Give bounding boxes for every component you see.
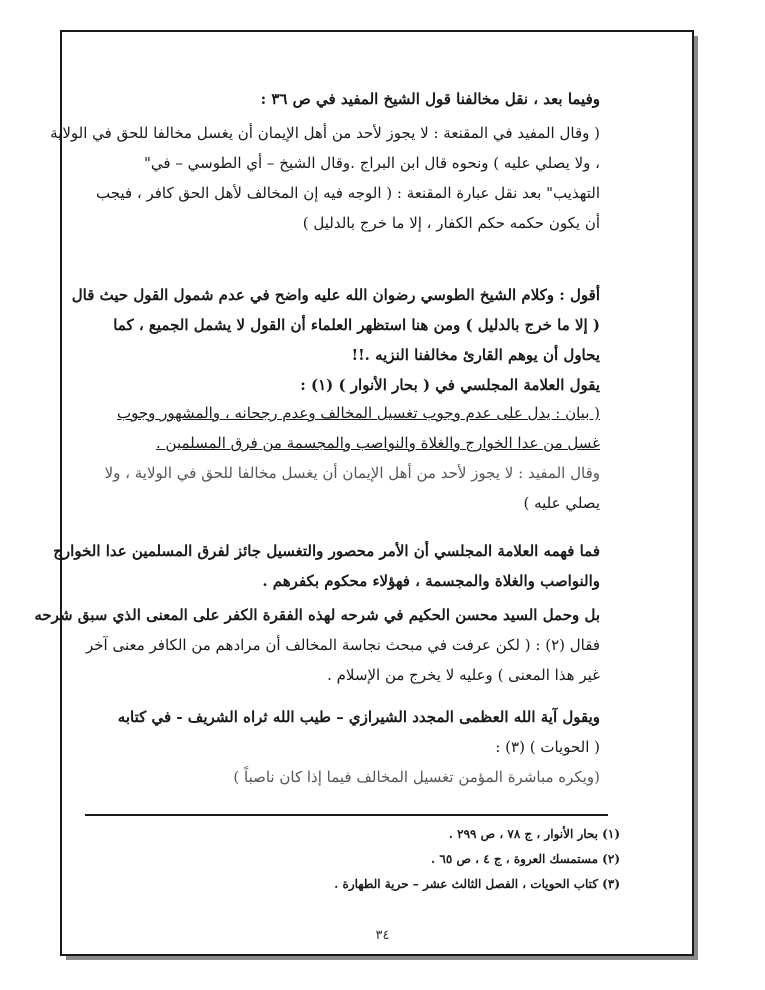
footnote: (٣) كتاب الحويات ، الفصل الثالث عشر – حرية الطهارة .	[334, 877, 620, 891]
text-line: فما فهمه العلامة المجلسي أن الأمر محصور والتغسيل جائز لفرق المسلمين عدا الخوارج	[53, 542, 600, 560]
text-line: والنواصب والغلاة والمجسمة ، فهؤلاء محكوم بكفرهم .	[262, 572, 600, 590]
text-line: ( إلا ما خرج بالدليل ) ومن هنا استظهر العلماء أن القول لا يشمل الجميع ، كما	[113, 316, 600, 334]
text-line: ويقول آية الله العظمى المجدد الشيرازي – طيب الله ثراه الشريف - في كتابه	[117, 708, 600, 726]
paragraph-response	[71, 280, 600, 370]
text-line: غسل من عدا الخوارج والغلاة والنواصب والمجسمة من فرق المسلمين .	[155, 434, 600, 452]
paragraph-majlisi-understanding	[53, 536, 600, 596]
text-line: (ويكره مباشرة المؤمن تغسيل المخالف فيما إذا كان ناصباً )	[233, 768, 600, 786]
text-line: وفيما بعد ، نقل مخالفنا قول الشيخ المفيد في ص ٣٦ :	[260, 90, 600, 108]
text-line: يقول العلامة المجلسي في ( بحار الأنوار ) (١) :	[300, 376, 600, 394]
text-line: ( وقال المفيد في المقنعة : لا يجوز لأحد من أهل الإيمان أن يغسل مخالفا للحق في الولاية	[50, 124, 600, 142]
footnote: (١) بحار الأنوار ، ج ٧٨ ، ص ٢٩٩ .	[448, 827, 620, 841]
paragraph-quote-mufid	[50, 118, 600, 238]
text-line: وقال المفيد : لا يجوز لأحد من أهل الإيمان أن يغسل مخالفا للحق في الولاية ، ولا	[104, 464, 600, 482]
text-line: أن يكون حكمه حكم الكفار ، إلا ما خرج بالدليل )	[302, 214, 600, 232]
footnote-divider	[85, 814, 608, 816]
page-number: ٣٤	[375, 928, 390, 943]
text-line: يصلي عليه )	[523, 494, 600, 512]
text-line: بل وحمل السيد محسن الحكيم في شرحه لهذه الفقرة الكفر على المعنى الذي سبق شرحه	[34, 606, 600, 624]
paragraph-shirazi	[80, 702, 600, 792]
text-line: غير هذا المعنى ) وعليه لا يخرج من الإسلام .	[327, 666, 600, 684]
text-line: أقول : وكلام الشيخ الطوسي رضوان الله عليه واضح في عدم شمول القول حيث قال	[71, 286, 600, 304]
text-line: فقال (٢) : ( لكن عرفت في مبحث نجاسة المخالف أن مرادهم من الكافر معنى آخر	[85, 636, 600, 654]
footnote: (٢) مستمسك العروة ، ج ٤ ، ص ٦٥ .	[431, 852, 620, 866]
text-line: ( بيان : يدل على عدم وجوب تغسيل المخالف وعدم رجحانه ، والمشهور وجوب	[117, 404, 600, 422]
text-line: ، ولا يصلي عليه ) ونحوه قال ابن البراج .وقال الشيخ – أي الطوسي – في"	[144, 154, 600, 172]
paragraph-majlisi-heading	[80, 370, 600, 400]
paragraph-hakim	[34, 600, 600, 690]
text-line: التهذيب" بعد نقل عبارة المقنعة : ( الوجه فيه إن المخالف لأهل الحق كافر ، فيجب	[96, 184, 600, 202]
paragraph-intro	[80, 84, 600, 114]
footnotes	[240, 822, 620, 897]
text-line: ( الحويات ) (٣) :	[495, 738, 600, 756]
text-line: يحاول أن يوهم القارئ مخالفنا النزيه .!!	[351, 346, 600, 364]
paragraph-majlisi-quote	[80, 398, 600, 518]
